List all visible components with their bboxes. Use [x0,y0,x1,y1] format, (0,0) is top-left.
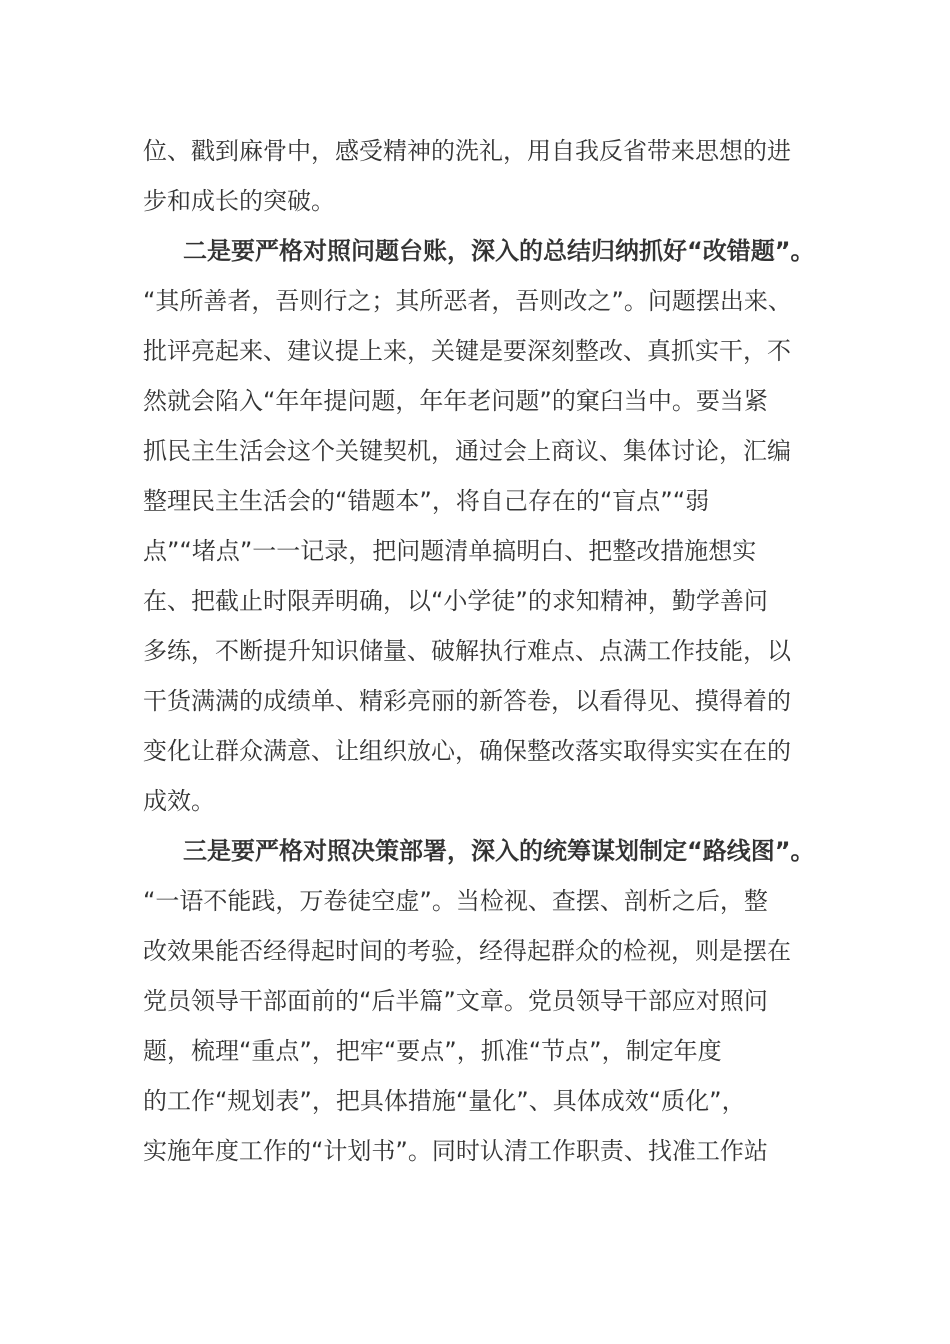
section-heading-two: 二是要严格对照问题台账，深入的总结归纳抓好“改错题”。 [183,237,815,265]
text-line: 变化让群众满意、让组织放心，确保整改落实取得实实在在的 [143,737,791,765]
text-line: 步和成长的突破。 [143,187,335,215]
text-line: 的工作“规划表”，把具体措施“量化”、具体成效“质化”， [143,1087,746,1115]
text-line: “其所善者，吾则行之；其所恶者，吾则改之”。问题摆出来、 [143,287,792,315]
text-line: 多练，不断提升知识储量、破解执行难点、点满工作技能，以 [143,637,791,665]
text-line: 成效。 [143,787,215,815]
text-line: 位、戳到麻骨中，感受精神的洗礼，用自我反省带来思想的进 [143,137,791,165]
text-line: 题，梳理“重点”，把牢“要点”，抓准“节点”，制定年度 [143,1037,722,1065]
text-line: 然就会陷入“年年提问题，年年老问题”的窠臼当中。要当紧 [143,387,768,415]
text-line: 抓民主生活会这个关键契机，通过会上商议、集体讨论，汇编 [143,437,791,465]
text-line: 干货满满的成绩单、精彩亮丽的新答卷，以看得见、摸得着的 [143,687,791,715]
body-text [143,126,823,1176]
text-line: 党员领导干部面前的“后半篇”文章。党员领导干部应对照问 [143,987,768,1015]
text-line: 批评亮起来、建议提上来，关键是要深刻整改、真抓实干，不 [143,337,791,365]
text-line: “一语不能践，万卷徒空虚”。当检视、查摆、剖析之后，整 [143,887,768,915]
text-line: 整理民主生活会的“错题本”，将自己存在的“盲点”“弱 [143,487,710,515]
text-line: 点”“堵点”一一记录，把问题清单搞明白、把整改措施想实 [143,537,757,565]
text-line: 实施年度工作的“计划书”。同时认清工作职责、找准工作站 [143,1137,768,1165]
text-line: 改效果能否经得起时间的考验，经得起群众的检视，则是摆在 [143,937,791,965]
section-heading-three: 三是要严格对照决策部署，深入的统筹谋划制定“路线图”。 [183,837,815,865]
text-line: 在、把截止时限弄明确，以“小学徒”的求知精神，勤学善问 [143,587,768,615]
